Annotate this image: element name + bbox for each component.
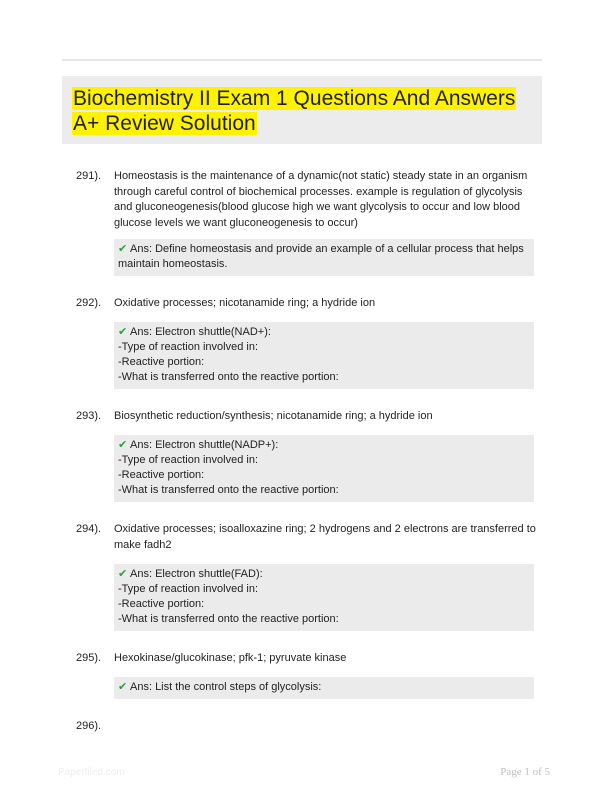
answer-box — [114, 435, 534, 502]
checkmark-icon: ✔ — [118, 243, 128, 255]
footer-watermark: Paperfiled.com — [58, 767, 125, 778]
checkmark-icon: ✔ — [118, 439, 128, 451]
question-number: 296). — [76, 720, 102, 732]
answer-line: -Reactive portion: — [118, 598, 205, 610]
answer-line: -Reactive portion: — [118, 356, 205, 368]
answer-box — [114, 239, 534, 276]
question-text: Oxidative processes; isoalloxazine ring; 2 hydrogens and 2 electrons are transferred to make fadh2 — [114, 523, 536, 551]
answer-line: Ans: Electron shuttle(FAD): — [130, 568, 263, 580]
answer-line: -Type of reaction involved in: — [118, 341, 259, 353]
question-number: 295). — [76, 652, 102, 664]
question-text: Biosynthetic reduction/synthesis; nicotanamide ring; a hydride ion — [114, 410, 433, 422]
checkmark-icon: ✔ — [118, 326, 128, 338]
answer-line: Ans: Electron shuttle(NADP+): — [130, 439, 279, 451]
answer-line: -What is transferred onto the reactive portion: — [118, 613, 339, 625]
checkmark-icon: ✔ — [118, 568, 128, 580]
page-indicator: Page 1 of 5 — [500, 766, 550, 778]
top-divider — [62, 59, 542, 61]
checkmark-icon: ✔ — [118, 681, 128, 693]
answer-line: Ans: Electron shuttle(NAD+): — [130, 326, 271, 338]
answer-box — [114, 677, 534, 699]
question-text: Oxidative processes; nicotanamide ring; a hydride ion — [114, 297, 376, 309]
document-title — [72, 86, 534, 136]
question-number: 292). — [76, 297, 102, 309]
answer-line: -Reactive portion: — [118, 469, 205, 481]
question-number: 291). — [76, 170, 102, 182]
answer-box — [114, 322, 534, 389]
answer-line: -Type of reaction involved in: — [118, 583, 259, 595]
answer-line: Ans: Define homeostasis and provide an example of a cellular process that helps maintain homeostasis. — [118, 243, 524, 270]
question-text: Hexokinase/glucokinase; pfk-1; pyruvate kinase — [114, 652, 347, 664]
question-number: 293). — [76, 410, 102, 422]
answer-line: -What is transferred onto the reactive portion: — [118, 371, 339, 383]
title-line-1: Biochemistry II Exam 1 Questions And Answers — [73, 87, 516, 110]
question-number: 294). — [76, 523, 102, 535]
answer-line: -Type of reaction involved in: — [118, 454, 259, 466]
answer-box — [114, 564, 534, 631]
title-line-2: A+ Review Solution — [73, 112, 256, 135]
question-text: Homeostasis is the maintenance of a dynamic(not static) steady state in an organism through careful control of biochemical processes. example is regulation of glycolysis and gluconeogenesis(blood glucose high we want glycolysis to occur and low blood glucose levels we want gluconeogenesis to occur) — [114, 170, 528, 229]
answer-line: -What is transferred onto the reactive portion: — [118, 484, 339, 496]
answer-line: Ans: List the control steps of glycolysis: — [130, 681, 322, 693]
